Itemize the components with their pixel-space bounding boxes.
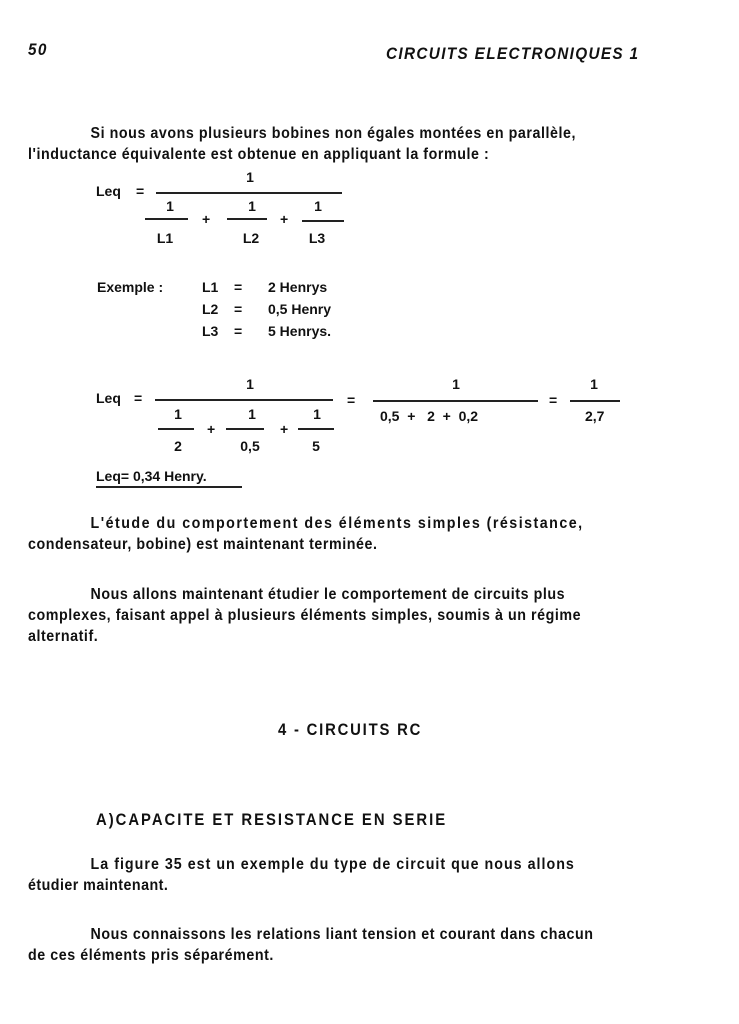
- paragraph-study-complete: [28, 513, 635, 555]
- term-numerator: 1: [174, 406, 182, 422]
- example-value: 5 Henrys.: [268, 323, 332, 339]
- formula-numerator: 1: [246, 169, 254, 185]
- example-var: L1: [202, 279, 219, 295]
- example-value: 2 Henrys: [268, 279, 328, 295]
- formula-lhs: Leq: [96, 183, 121, 199]
- paragraph-next-study: [28, 584, 635, 647]
- fraction-bar-main: [155, 399, 333, 401]
- step2-denominator: 0,5 + 2 + 0,2: [380, 408, 479, 424]
- text-line: étudier maintenant.: [28, 877, 169, 894]
- formula-equals: =: [136, 183, 145, 199]
- term-denominator: 2: [174, 438, 182, 454]
- example-eq: =: [234, 301, 243, 317]
- term-denominator: L3: [308, 230, 326, 246]
- term-numerator: 1: [248, 406, 256, 422]
- text-line: complexes, faisant appel à plusieurs éléments simples, soumis à un régime: [28, 607, 582, 624]
- text-line: Nous connaissons les relations liant tension et courant dans chacun: [90, 926, 594, 943]
- term-numerator: 1: [314, 198, 322, 214]
- term-denominator: L1: [156, 230, 174, 246]
- formula-equals: =: [549, 392, 558, 408]
- section-heading: A)CAPACITE ET RESISTANCE EN SERIE: [96, 811, 448, 829]
- plus-sign: +: [280, 421, 289, 437]
- term-denominator: 5: [312, 438, 320, 454]
- text-line: de ces éléments pris séparément.: [28, 947, 274, 964]
- text-line: L'étude du comportement des éléments simples (résistance,: [90, 515, 584, 532]
- term-denominator: 0,5: [240, 438, 260, 454]
- plus-sign: +: [202, 211, 211, 227]
- fraction-bar-term: [227, 218, 267, 220]
- fraction-bar-term: [158, 428, 194, 430]
- fraction-bar-term: [145, 218, 188, 220]
- text-line: La figure 35 est un exemple du type de circuit que nous allons: [90, 856, 575, 873]
- plus-sign: +: [207, 421, 216, 437]
- example-value: 0,5 Henry: [268, 301, 332, 317]
- example-var: L2: [202, 301, 219, 317]
- result-value: Leq= 0,34 Henry.: [96, 468, 242, 488]
- paragraph-intro: [28, 123, 635, 165]
- term-numerator: 1: [248, 198, 256, 214]
- formula-lhs: Leq: [96, 390, 121, 406]
- chapter-heading: 4 - CIRCUITS RC: [278, 721, 423, 739]
- text-line: l'inductance équivalente est obtenue en appliquant la formule :: [28, 146, 490, 163]
- formula-numerator: 1: [246, 376, 254, 392]
- fraction-bar-main: [156, 192, 342, 194]
- formula-equals: =: [134, 390, 143, 406]
- term-denominator: L2: [242, 230, 260, 246]
- running-title: CIRCUITS ELECTRONIQUES 1: [386, 44, 640, 63]
- fraction-bar-step3: [570, 400, 620, 402]
- term-numerator: 1: [313, 406, 321, 422]
- fraction-bar-term: [226, 428, 264, 430]
- fraction-bar-step2: [373, 400, 538, 402]
- text-line: alternatif.: [28, 628, 99, 645]
- text-line: Nous allons maintenant étudier le comportement de circuits plus: [90, 586, 566, 603]
- example-eq: =: [234, 279, 243, 295]
- text-line: condensateur, bobine) est maintenant terminée.: [28, 536, 378, 553]
- step3-denominator: 2,7: [585, 408, 605, 424]
- example-eq: =: [234, 323, 243, 339]
- paragraph-relations: [28, 924, 635, 966]
- step2-numerator: 1: [452, 376, 460, 392]
- paragraph-figure-35: [28, 854, 635, 896]
- formula-equals: =: [347, 392, 356, 408]
- example-var: L3: [202, 323, 219, 339]
- plus-sign: +: [280, 211, 289, 227]
- step3-numerator: 1: [590, 376, 598, 392]
- fraction-bar-term: [302, 220, 344, 222]
- term-numerator: 1: [166, 198, 174, 214]
- fraction-bar-term: [298, 428, 334, 430]
- text-line: Si nous avons plusieurs bobines non égales montées en parallèle,: [90, 125, 577, 142]
- page-number: 50: [28, 40, 48, 59]
- example-label: Exemple :: [97, 279, 164, 295]
